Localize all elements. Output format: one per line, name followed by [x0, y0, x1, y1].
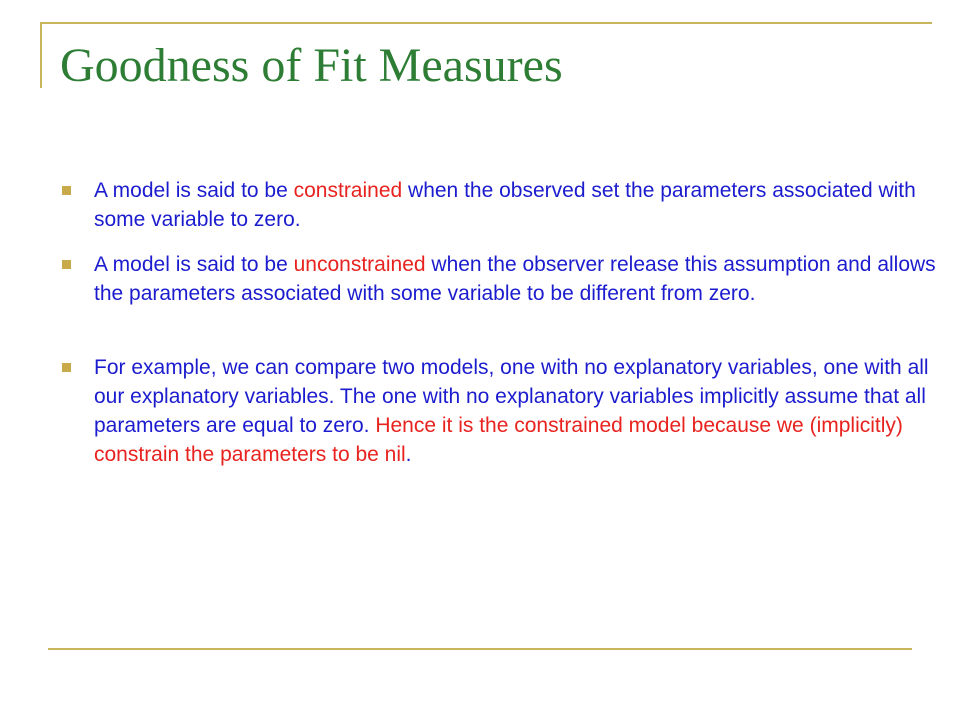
bottom-accent-line — [48, 648, 912, 650]
bullet-highlight-term: unconstrained — [293, 253, 426, 276]
bullet-text-rest: when the observed set the parameters associated with some variable to zero. — [94, 179, 916, 231]
square-bullet-icon — [62, 186, 71, 195]
bullet-text-intro: A model is said to be — [94, 179, 294, 202]
bullet-list — [62, 176, 942, 469]
square-bullet-icon — [62, 260, 71, 269]
bullet-text-intro: For example, we can compare two models, one with no explanatory variables, one with all our explanatory variables. The one with no explanatory variables implicitly assume that all parameters are equal to zero. — [94, 356, 929, 437]
slide-title: Goodness of Fit Measures — [60, 39, 563, 92]
bullet-text-intro: A model is said to be — [94, 253, 294, 276]
bullet-highlight-conclusion: Hence it is the constrained model because we (implicitly) constrain the parameters to be nil — [94, 414, 903, 466]
bullet-item-example — [62, 353, 942, 469]
bullet-highlight-term: constrained — [293, 179, 403, 202]
square-bullet-icon — [62, 363, 71, 372]
bullet-item-unconstrained — [62, 250, 942, 308]
left-accent-line — [40, 22, 42, 88]
bullet-text-rest: when the observer release this assumption and allows the parameters associated with some variable to be different from zero. — [94, 253, 936, 305]
bullet-item-constrained — [62, 176, 942, 234]
top-accent-line — [40, 22, 932, 24]
empty-bullet-spacer — [62, 308, 942, 353]
bullet-text-rest: . — [405, 443, 412, 466]
